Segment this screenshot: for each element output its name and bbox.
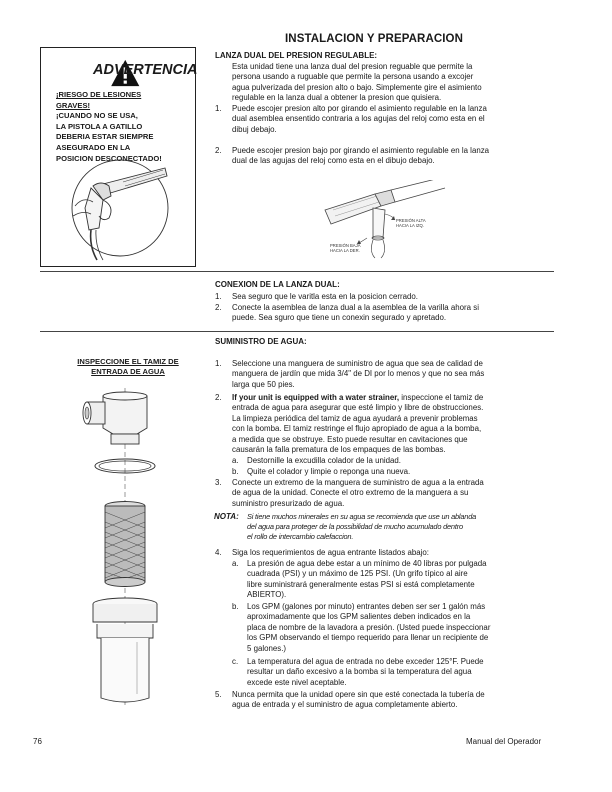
list-item: [232, 104, 562, 135]
warning-line: ¡CUANDO NO SE USA,: [56, 111, 138, 121]
sub-item: [247, 559, 562, 601]
text-line: La limpieza periódica del tamiz de agua ayudará a prevenir problemas: [232, 413, 478, 423]
label-line: HACIA LA IZQ.: [396, 223, 424, 228]
sub-item: Destornille la excudilla colador de la unidad.: [247, 456, 401, 465]
text-line: Nunca permita que la unidad opere sin que esté conectada la tubería de: [232, 690, 485, 699]
list-item: [232, 478, 562, 509]
text-line: con la bomba. El tamiz restringe el flujo apropiado de agua a la bomba,: [232, 424, 482, 434]
text-line: larga que 50 pies.: [232, 379, 295, 389]
sub-item: [247, 602, 562, 654]
text-line: Conecte la asemblea de lanza dual a la asemblea de la varilla ahora si: [232, 303, 479, 312]
warning-line: DEBERIA ESTAR SIEMPRE: [56, 132, 154, 142]
warning-line: LA PISTOLA A GATILLO: [56, 121, 143, 131]
text-line: dual de las agujas del reloj como esta en el dibujo debajo.: [232, 156, 435, 166]
text-line: del agua para proteger de la possibilidad de mucho acumulado dentro: [247, 522, 463, 531]
list-number: 2.: [215, 303, 222, 312]
text-line: causarán la falla prematura de los empaques de las bombas.: [232, 445, 446, 455]
list-number: 1.: [215, 292, 222, 301]
text-line: dibuj debajo.: [232, 124, 277, 134]
trigger-gun-illustration: [63, 156, 178, 264]
text-line: Sea seguro que le varitla esta en la posicion cerrado.: [232, 292, 418, 301]
caption-line: ENTRADA DE AGUA: [91, 367, 165, 377]
text-line: regulable en la lanza dual a obtener la presion que quisiera.: [232, 93, 442, 103]
list-item: [232, 359, 562, 390]
warning-box: [40, 47, 196, 267]
text-line: Puede escojer presion bajo por girando el asimiento regulable en la lanza: [232, 146, 490, 155]
text-line: Conecte un extremo de la manguera de suministro de agua a la entrada: [232, 478, 484, 487]
text-line: aproximadamente que los GPM salientes deben indicados en la: [247, 612, 471, 622]
text-line: Esta unidad tiene una lanza dual del presion reguable que permite la: [232, 62, 473, 71]
list-item: [232, 393, 562, 455]
text-line: libre suministrará generalmente estas PSI si está completamente: [247, 579, 475, 589]
text-line: puede. Sea sguro que tiene un conexin segurado y apretado.: [232, 313, 447, 323]
sub-number: a.: [232, 559, 239, 568]
page-title: INSTALACION Y PREPARACION: [285, 33, 463, 45]
page-number: 76: [33, 737, 42, 746]
text-line: 5 galones.): [247, 643, 287, 653]
text-line: cuadrada (PSI) y un máximo de 125 PSI. (Un grifo típico al aire: [247, 569, 468, 579]
section-divider: [40, 331, 554, 332]
list-item: [232, 292, 562, 302]
text-line: dual asemblea ensentido contraria a los agujas del reloj como esta en el: [232, 114, 485, 124]
text-line: resultar un daño excesivo a la bomba si la temperatura del agua: [247, 667, 472, 677]
list-item: Siga los requerimientos de agua entrante listados abajo:: [232, 548, 429, 557]
lanza-heading: LANZA DUAL DEL PRESION REGULABLE:: [215, 51, 378, 60]
text-line: entrada de agua para asegurar que esté limpio y libre de obstrucciones.: [232, 403, 484, 413]
sub-number: b.: [232, 467, 239, 476]
warning-line: ASEGURADO EN LA: [56, 142, 131, 152]
text-line: Seleccione una manguera de suministro de agua que sea de calidad de: [232, 359, 483, 368]
suministro-heading: SUMINISTRO DE AGUA:: [215, 337, 307, 346]
warning-line: POSICION DESCONECTADO!: [56, 153, 162, 163]
text-line: persona usando a ruguable que permite la persona usando a excojer: [232, 72, 474, 82]
list-number: 4.: [215, 548, 222, 557]
warning-line: ¡RIESGO DE LESIONES: [56, 90, 142, 99]
text-line: agua pulverizada del presion alto o bajo. Simplemente gire el asimiento: [232, 82, 482, 92]
sub-item: [247, 657, 562, 688]
sub-number: b.: [232, 602, 239, 611]
list-number: 5.: [215, 690, 222, 699]
text-line: Si tiene muchos minerales en su agua se recomienda que use un ablanda: [247, 512, 477, 521]
text-line: el rollo de intercambio calefaccion.: [247, 532, 354, 541]
lanza-intro: [232, 62, 562, 104]
caption-line: INSPECCIONE EL TAMIZ DE: [77, 357, 179, 366]
text-line: los GPM observando el tiempo requerido para llenar un recipiente de: [247, 633, 489, 643]
warning-line: GRAVES!: [56, 100, 91, 110]
list-number: 1.: [215, 104, 222, 113]
sub-number: a.: [232, 456, 239, 465]
text-run: inspeccione el tamiz de: [399, 393, 484, 402]
list-number: 3.: [215, 478, 222, 487]
sub-number: c.: [232, 657, 239, 666]
manual-title: Manual del Operador: [466, 737, 542, 746]
conexion-heading: CONEXION DE LA LANZA DUAL:: [215, 280, 340, 289]
label-line: PRESIÓN BAJA: [330, 243, 361, 248]
bold-lead: If your unit is equipped with a water strainer,: [232, 393, 400, 402]
list-item: [232, 146, 562, 167]
text-line: suministro presurizado de agua.: [232, 498, 345, 508]
text-line: Los GPM (galones por minuto) entrantes deben ser ser 1 galón más: [247, 602, 486, 611]
section-divider: [40, 271, 554, 272]
list-number: 2.: [215, 393, 222, 402]
text-line: Puede escojer presion alto por girando el asimiento regulable en la lanza: [232, 104, 487, 113]
list-number: 1.: [215, 359, 222, 368]
list-item: [232, 690, 562, 711]
low-pressure-label: [330, 243, 360, 253]
text-line: de agua de la unidad. Conecte el otro extremo de la manguera a su: [232, 488, 469, 498]
text-line: ABIERTO).: [247, 590, 287, 600]
list-number: 2.: [215, 146, 222, 155]
sub-item: Quite el colador y limpie o reponga una nueva.: [247, 467, 411, 476]
text-line: La temperatura del agua de entrada no debe exceder 125°F. Puede: [247, 657, 484, 666]
high-pressure-label: [396, 218, 426, 228]
text-line: placa de nombre de la lavadora a presión. (Usted puede inspeccionar: [247, 622, 491, 632]
text-line: a medida que se obstruye. Esto puede resultar en cavitaciones que: [232, 434, 468, 444]
label-line: PRESIÓN ALTA: [396, 218, 426, 223]
note-text: [247, 512, 567, 542]
text-line: excede este nivel aceptable.: [247, 677, 347, 687]
strainer-caption: [58, 357, 198, 378]
water-strainer-illustration: [75, 388, 175, 713]
text-line: La presión de agua debe estar a un mínimo de 40 libras por pulgada: [247, 559, 487, 568]
label-line: HACIA LA DER.: [330, 248, 360, 253]
text-line: manguera de jardín que mida 3/4" de DI por lo menos y que no sea más: [232, 369, 485, 379]
note-label: NOTA:: [214, 512, 239, 521]
warning-text: [56, 90, 196, 164]
text-line: agua de entrada y el suministro de agua completamente abierto.: [232, 700, 458, 710]
warning-signal-word: ADVERTENCIA: [93, 62, 198, 78]
list-item: [232, 303, 562, 324]
